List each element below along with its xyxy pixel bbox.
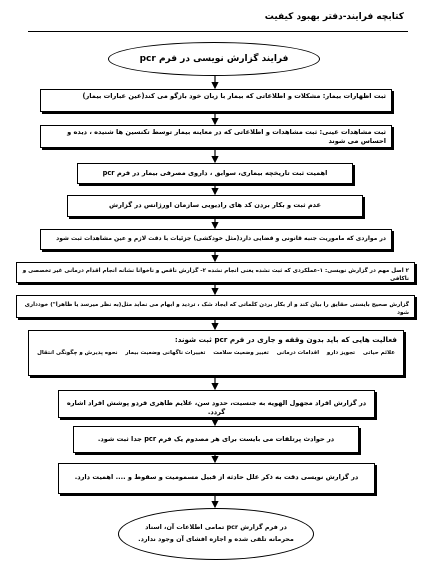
activity-item: نحوه پذیرش و چگونگی انتقال <box>37 349 118 356</box>
step-legal-cases: در مواردی که ماموریت جنبه قانونی و قضایی دارد(مثل خودکشی) جزئیات با دقت لازم و عین مشاهدات ثبت شود <box>40 229 392 250</box>
activity-item: علائم حیاتی <box>362 349 395 356</box>
header-rule <box>28 31 408 32</box>
step-objective-observations: ثبت مشاهدات عینی: ثبت مشاهدات و اطلاعاتی که در معاینه بیمار توسط تکنسین ها شنیده ، دیده و احساس می شوند <box>40 125 392 148</box>
activity-item: اقدامات درمانی <box>276 349 320 356</box>
step-mass-casualty: در حوادث پرتلفات می بایست برای هر مصدوم یک فرم pcr جدا ثبت شود. <box>73 426 359 453</box>
step-history-importance: اهمیت ثبت تاریخچه بیماری، سوابق ، داروی مصرفی بیمار در فرم pcr <box>77 163 353 184</box>
step-accurate-report: گزارش صحیح بایستی حقایق را بیان کند و از بکار بردن کلماتی که ایجاد شک ، تردید و ابهام می نماید مثل(به نظر میرسد یا ظاهرا") خودداری شود <box>16 295 415 318</box>
step-unknown-identity: در گزارش افراد مجهول الهویه به جنسیت، حدود سن، علایم ظاهری فردو پوشش افراد اشاره گردد. <box>58 390 375 418</box>
step-no-radio-codes: عدم ثبت و بکار بردن کد های رادیویی سازمان اورژانس در گزارش <box>67 195 363 217</box>
page-header <box>28 8 408 32</box>
step-accident-causes: در گزارش نویسی دقت به ذکر علل حادثه از قبیل مسمومیت و سقوط و .... اهمیت دارد. <box>58 463 375 494</box>
activities-title: فعالیت هایی که باید بدون وقفه و جاری در فرم pcr ثبت شوند: <box>174 335 397 344</box>
end-node <box>118 508 314 560</box>
start-label: فرایند گزارش نویسی در فرم pcr <box>139 54 289 64</box>
end-line-1: در فرم گزارش pcr تمامی اطلاعات آن، اسناد <box>145 523 287 532</box>
activity-item: تغییرات ناگهانی وضعیت بیمار <box>125 349 206 356</box>
step-two-principles: ۲ اصل مهم در گزارش نویسی: ۱-عملکردی که ثبت نشده یعنی انجام نشده ۲- گزارش ناقص و ناخوانا نشانه انجام اقدام درمانی غیر تخصصی و ناکافی <box>16 262 415 283</box>
activity-item: تجویز دارو <box>326 349 356 356</box>
start-node <box>108 42 320 76</box>
end-line-2: محرمانه تلقی شده و اجازه افشای آن وجود ندارد. <box>138 535 294 543</box>
step-patient-statements: ثبت اظهارات بیمار: مشکلات و اطلاعاتی که بیمار با زبان خود بازگو می کند(عین عبارات بیمار) <box>40 89 392 112</box>
activities-box <box>28 330 404 376</box>
activities-list <box>35 349 397 358</box>
header-title: کتابچه فرایند-دفتر بهبود کیفیت <box>264 12 404 22</box>
activity-item: تغییر وضعیت سلامت <box>213 349 269 356</box>
